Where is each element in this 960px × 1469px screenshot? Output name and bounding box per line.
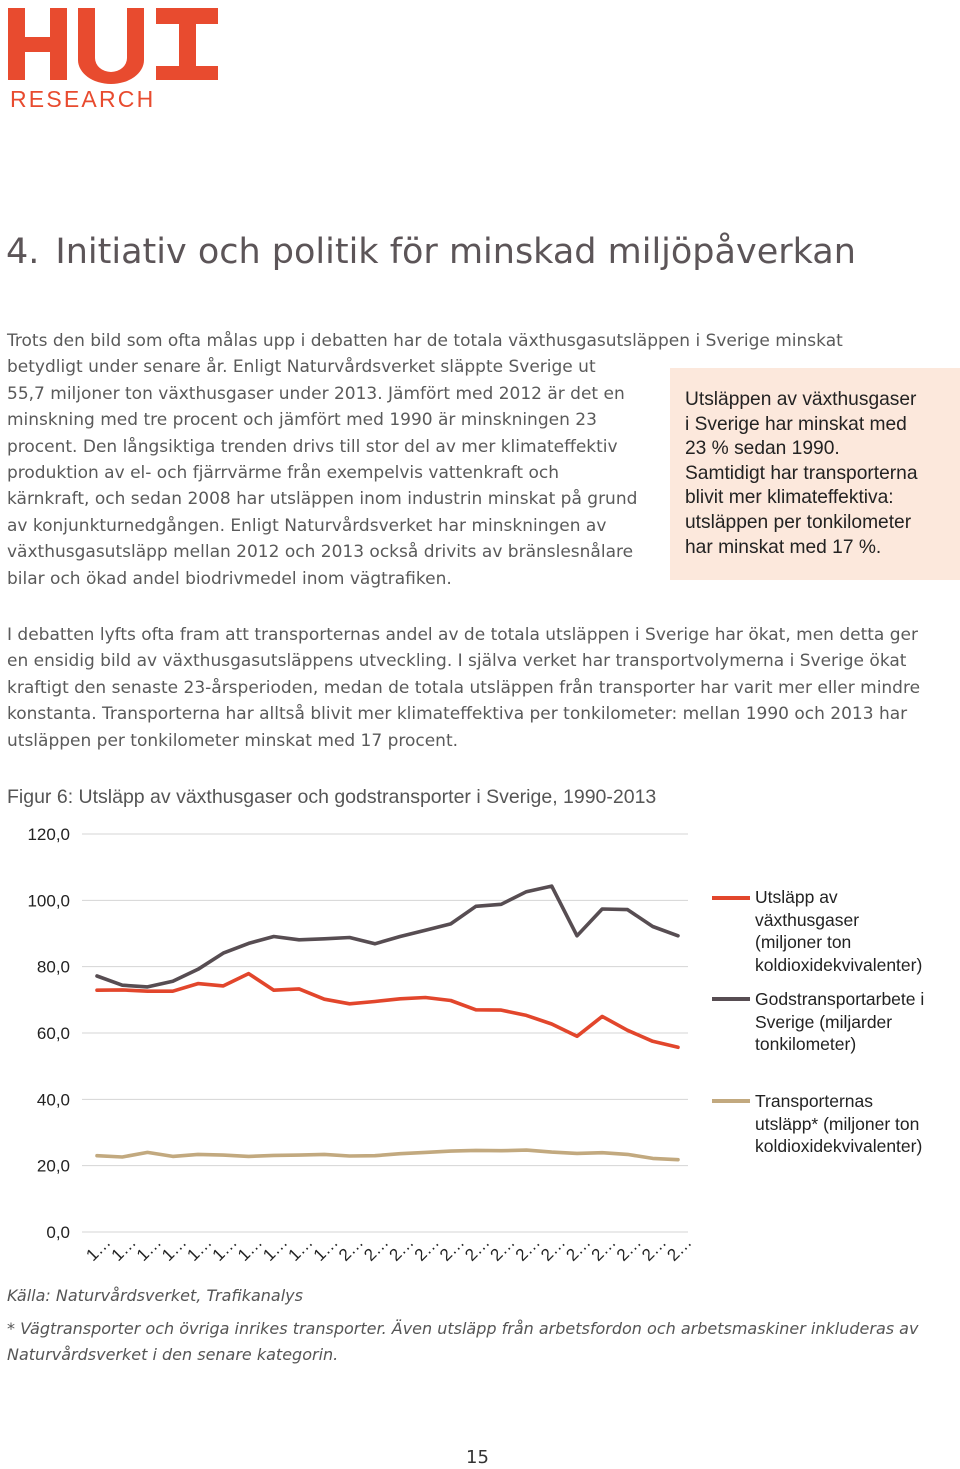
callout-line: Samtidigt har transporterna	[685, 462, 918, 484]
y-tick-label: 40,0	[36, 1090, 70, 1110]
emissions-line-chart	[0, 815, 700, 1285]
hui-research-logo	[6, 4, 222, 110]
paragraph-line: utsläppen per tonkilometer minskat med 17 procent.	[7, 730, 459, 751]
legend-label-line: Sverige (miljarder	[755, 1011, 893, 1032]
legend-label	[755, 886, 922, 976]
hui-logo-mark	[6, 4, 222, 110]
x-tick-label: 2…	[360, 1232, 393, 1265]
series-line-3	[97, 1150, 678, 1160]
y-tick-label: 20,0	[36, 1156, 70, 1176]
legend-label-line: Transporternas	[755, 1091, 874, 1111]
x-tick-label: 1…	[233, 1232, 267, 1265]
legend-swatch	[712, 997, 750, 1001]
y-tick-label: 80,0	[36, 957, 70, 977]
paragraph-line: minskning med tre procent och jämfört med 1990 är minskningen 23	[7, 410, 597, 431]
callout-line: i Sverige har minskat med	[685, 413, 907, 435]
section-number: 4.	[6, 232, 40, 272]
paragraph-line: I debatten lyfts ofta fram att transporternas andel av de totala utsläppen i Sverige har ökat, men detta ger	[7, 625, 918, 645]
callout-line: blivit mer klimateffektiva:	[685, 487, 894, 509]
legend-label-line: växthusgaser	[755, 909, 860, 930]
x-tick-label: 2…	[461, 1232, 494, 1265]
paragraph-line: växthusgasutsläpp mellan 2012 och 2013 också drivits av bränslesnålare	[7, 542, 634, 563]
callout-line: utsläppen per tonkilometer	[685, 511, 912, 533]
paragraph-line: kärnkraft, och sedan 2008 har utsläppen inom industrin minskat på grund	[7, 489, 638, 510]
callout-box	[670, 368, 960, 580]
series-line-1	[97, 974, 678, 1048]
chart-source: Källa: Naturvårdsverket, Trafikanalys	[7, 1286, 303, 1305]
callout-line: har minskat med 17 %.	[685, 536, 882, 558]
y-tick-label: 60,0	[36, 1024, 70, 1043]
x-tick-label: 1…	[183, 1232, 216, 1265]
paragraph-line: en ensidig bild av växthusgasutsläppens utveckling. I själva verket har transportvolymerna i Sverige ökat	[7, 651, 907, 672]
paragraph-line: Trots den bild som ofta målas upp i debatten har de totala växthusgasutsläppen i Sverige minskat	[7, 331, 843, 351]
x-tick-label: 1…	[107, 1232, 140, 1265]
page-number: 15	[466, 1447, 489, 1468]
x-tick-label: 2…	[638, 1232, 671, 1265]
legend-label-line: Godstransportarbete i	[755, 989, 925, 1009]
y-tick-label: 120,0	[27, 825, 70, 844]
x-tick-label: 2…	[436, 1232, 469, 1265]
x-tick-label: 1…	[309, 1232, 342, 1265]
callout-line: Utsläppen av växthusgaser	[685, 389, 917, 410]
paragraph-line: procent. Den långsiktiga trenden drivs till stor del av mer klimateffektiv	[7, 436, 618, 457]
legend-label-line: koldioxidekvivalenter)	[755, 954, 923, 975]
legend-label-line: tonkilometer)	[755, 1034, 857, 1054]
legend-label	[755, 988, 924, 1056]
paragraph-line: 55,7 miljoner ton växthusgaser under 2013. Jämfört med 2012 är det en	[7, 383, 625, 404]
legend-label-line: (miljoner ton	[755, 932, 852, 952]
legend-swatch	[712, 896, 750, 900]
x-tick-label: 2…	[410, 1232, 443, 1265]
legend-label-line: Utsläpp av	[755, 887, 838, 907]
y-tick-label: 100,0	[27, 891, 70, 911]
x-tick-label: 2…	[486, 1232, 519, 1265]
paragraph-line: betydligt under senare år. Enligt Naturvårdsverket släppte Sverige ut	[7, 357, 596, 378]
legend-label-line: utsläpp* (miljoner ton	[755, 1113, 920, 1134]
figure-title: Figur 6: Utsläpp av växthusgaser och godstransporter i Sverige, 1990-2013	[7, 786, 657, 808]
paragraph-line: kraftigt den senaste 23-årsperioden, medan de totala utsläppen från transporter har varit mer eller mindre	[7, 677, 921, 698]
x-tick-label: 2…	[663, 1232, 696, 1265]
x-tick-label: 1…	[284, 1232, 317, 1265]
section-title: Initiativ och politik för minskad miljöpåverkan	[55, 232, 856, 272]
x-tick-label: 2…	[587, 1232, 620, 1265]
series-line-2	[97, 886, 678, 987]
paragraph-line: produktion av el- och fjärrvärme från exempelvis vattenkraft och	[7, 463, 559, 484]
x-tick-label: 2…	[335, 1232, 368, 1265]
x-tick-label: 2…	[562, 1232, 595, 1265]
x-tick-label: 2…	[511, 1232, 544, 1265]
x-tick-label: 2…	[537, 1232, 570, 1265]
x-tick-label: 1…	[158, 1232, 191, 1265]
transport-paragraph	[7, 622, 947, 754]
footnote-line: Naturvårdsverket i den senare kategorin.	[7, 1345, 339, 1364]
callout-line: 23 % sedan 1990.	[685, 438, 840, 460]
paragraph-line: av konjunkturnedgången. Enligt Naturvårdsverket har minskningen av	[7, 515, 607, 536]
x-tick-label: 1…	[259, 1232, 292, 1265]
legend-label	[755, 1090, 922, 1158]
paragraph-line: bilar och ökad andel biodrivmedel inom vägtrafiken.	[7, 568, 452, 589]
x-tick-label: 1…	[208, 1232, 241, 1265]
legend-label-line: koldioxidekvivalenter)	[755, 1136, 923, 1156]
logo-subtitle: RESEARCH	[10, 86, 156, 110]
x-tick-label: 1…	[82, 1232, 115, 1265]
paragraph-line: konstanta. Transporterna har alltså blivit mer klimateffektiva per tonkilometer: mellan 1990 och 2013 har	[7, 704, 908, 725]
chart-footnote	[7, 1316, 918, 1368]
x-tick-label: 1…	[132, 1232, 166, 1265]
legend-swatch	[712, 1099, 750, 1103]
footnote-line: * Vägtransporter och övriga inrikes transporter. Även utsläpp från arbetsfordon och arbetsmaskiner inkluderas av	[7, 1319, 919, 1338]
x-tick-label: 2…	[385, 1232, 418, 1265]
x-tick-label: 2…	[612, 1232, 646, 1265]
y-tick-label: 0,0	[46, 1223, 70, 1242]
section-heading	[6, 232, 856, 272]
